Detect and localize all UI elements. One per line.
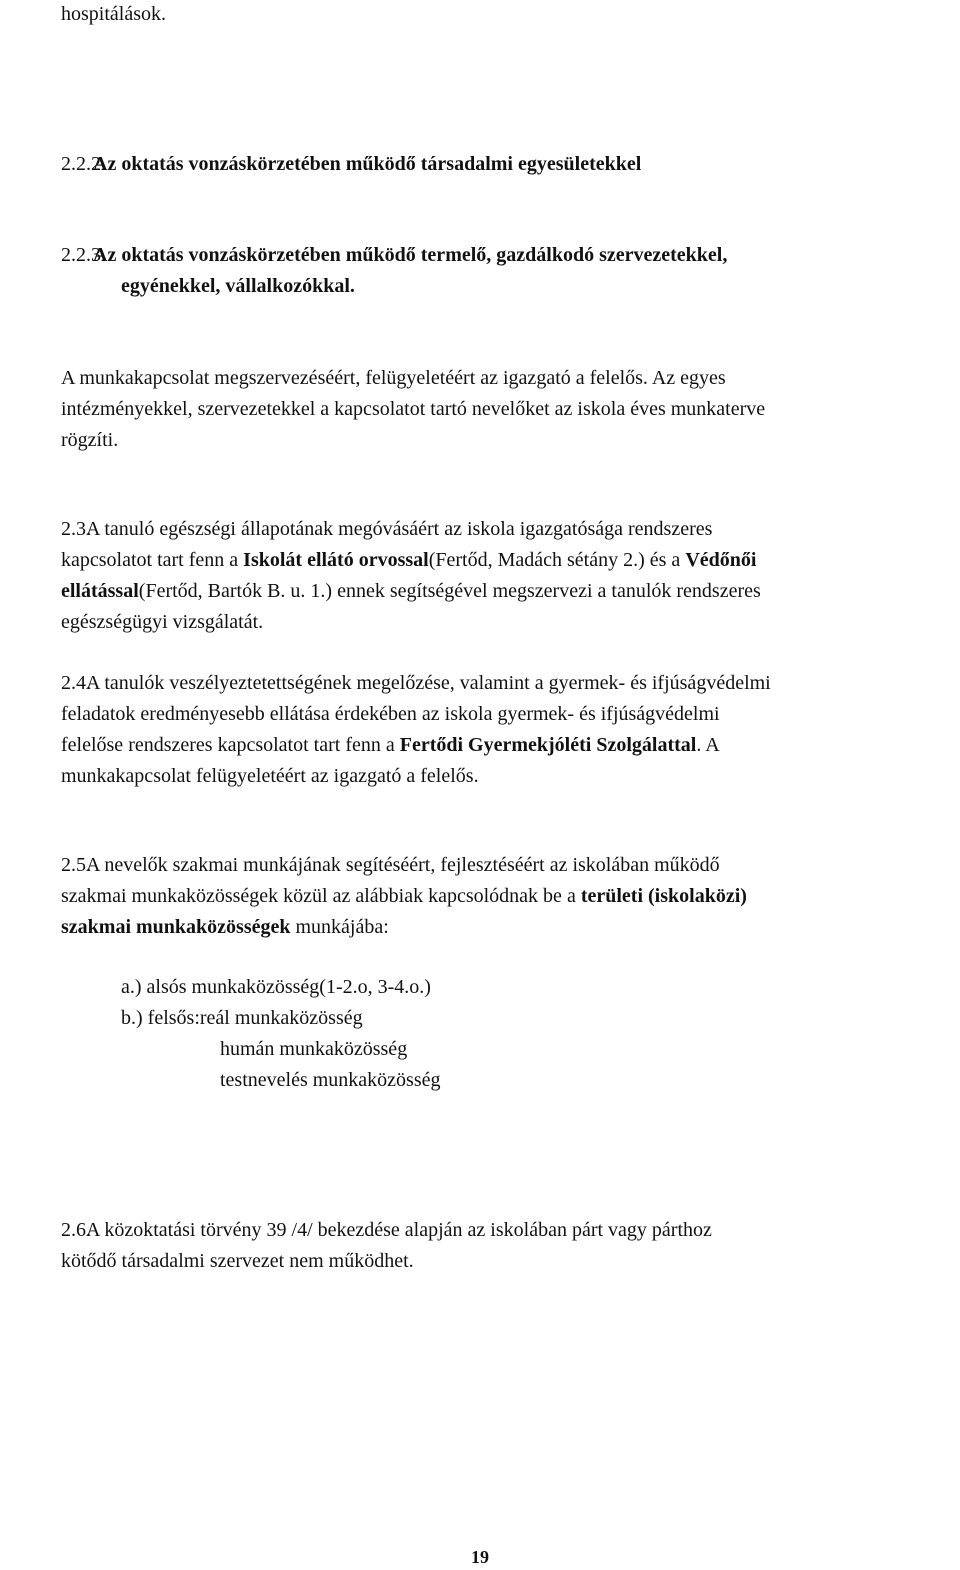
- section-24-line: A tanulók veszélyeztetettségének megelőzése, valamint a gyermek- és ifjúságvédelmi: [86, 672, 771, 694]
- item-number-222: 2.2.2.: [61, 153, 106, 175]
- section-24-line: feladatok eredményesebb ellátása érdekében az iskola gyermek- és ifjúságvédelmi: [61, 703, 720, 725]
- section-26-line: A közoktatási törvény 39 /4/ bekezdése alapján az iskolában párt vagy párthoz: [86, 1219, 712, 1241]
- section-25-line: szakmai munkaközösségek közül az alábbiak kapcsolódnak be a területi (iskolaközi): [61, 885, 747, 907]
- list-item: testnevelés munkaközösség: [220, 1069, 441, 1091]
- item-number-223: 2.2.3.: [61, 244, 106, 266]
- section-23-line: ellátással(Fertőd, Bartók B. u. 1.) ennek segítségével megszervezi a tanulók rendszeres: [61, 580, 761, 602]
- top-fragment: hospitálások.: [61, 3, 166, 25]
- list-item: a.) alsós munkaközösség(1-2.o, 3-4.o.): [121, 976, 431, 998]
- bold-term: szakmai munkaközösségek: [61, 916, 291, 938]
- section-25-line: A nevelők szakmai munkájának segítéséért, fejlesztéséért az iskolában működő: [86, 854, 720, 876]
- section-23-line: A tanuló egészségi állapotának megóvásáért az iskola igazgatósága rendszeres: [86, 518, 713, 540]
- bold-term: területi (iskolaközi): [580, 885, 747, 907]
- page-number: 19: [471, 1547, 489, 1567]
- item-222-heading: Az oktatás vonzáskörzetében működő társadalmi egyesületekkel: [93, 153, 642, 175]
- section-26-line: kötődő társadalmi szervezet nem működhet.: [61, 1250, 414, 1272]
- bold-term: Iskolát ellátó orvossal: [243, 549, 429, 571]
- section-number-24: 2.4.: [61, 672, 91, 694]
- paragraph-line: A munkakapcsolat megszervezéséért, felügyeletéért az igazgató a felelős. Az egyes: [61, 367, 726, 389]
- list-item: humán munkaközösség: [220, 1038, 408, 1060]
- item-223-heading-line2: egyénekkel, vállalkozókkal.: [121, 275, 355, 297]
- bold-term: Fertődi Gyermekjóléti Szolgálattal: [399, 734, 697, 756]
- section-25-line: szakmai munkaközösségek munkájába:: [61, 916, 389, 938]
- section-24-line: felelőse rendszeres kapcsolatot tart fenn a Fertődi Gyermekjóléti Szolgálattal. A: [61, 734, 720, 756]
- section-number-26: 2.6.: [61, 1219, 91, 1241]
- paragraph-line: intézményekkel, szervezetekkel a kapcsolatot tartó nevelőket az iskola éves munkaterve: [61, 398, 766, 420]
- section-23-line: egészségügyi vizsgálatát.: [61, 611, 264, 633]
- section-number-23: 2.3.: [61, 518, 91, 540]
- section-23-line: kapcsolatot tart fenn a Iskolát ellátó orvossal(Fertőd, Madách sétány 2.) és a Védőnői: [61, 549, 757, 571]
- section-number-25: 2.5.: [61, 854, 91, 876]
- item-223-heading-line1: Az oktatás vonzáskörzetében működő termelő, gazdálkodó szervezetekkel,: [93, 244, 728, 266]
- list-item: b.) felsős:reál munkaközösség: [121, 1007, 363, 1029]
- paragraph-line: rögzíti.: [61, 429, 119, 451]
- bold-term: ellátással: [61, 580, 139, 602]
- section-24-line: munkakapcsolat felügyeletéért az igazgató a felelős.: [61, 765, 479, 787]
- bold-term: Védőnői: [685, 549, 757, 571]
